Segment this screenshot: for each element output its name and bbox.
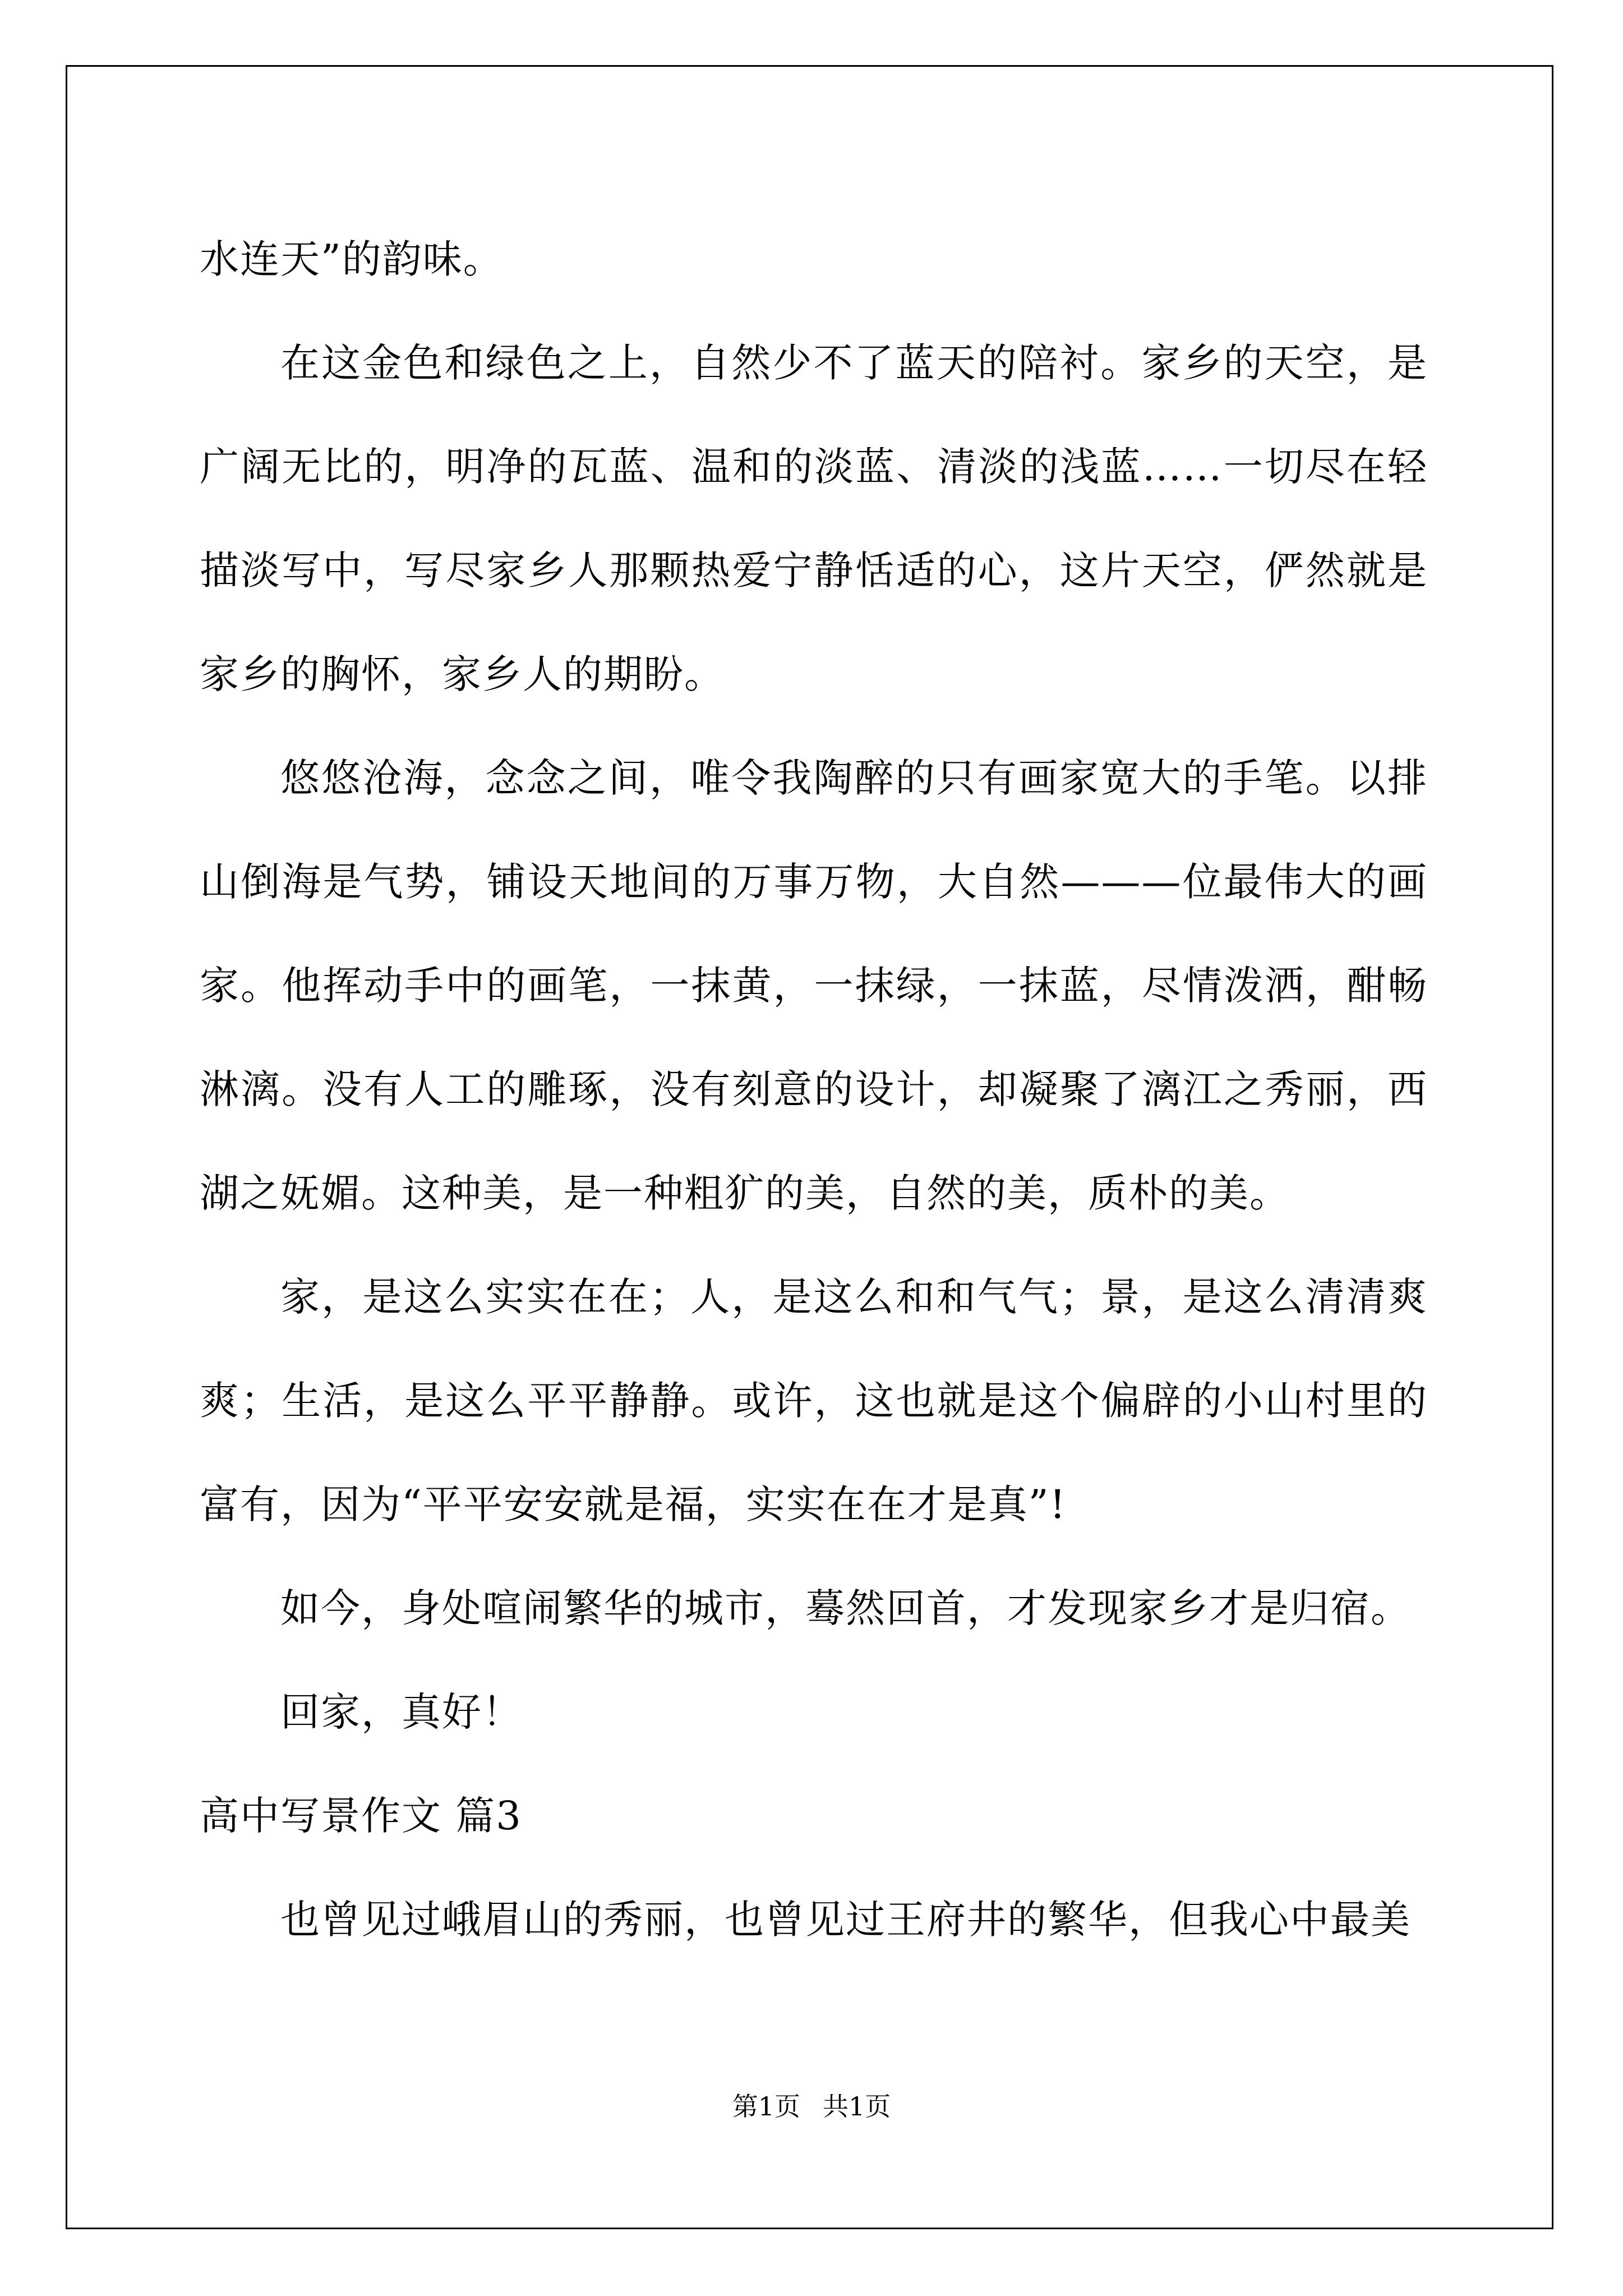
- page-number-total: 共1页: [823, 2091, 891, 2122]
- paragraph-7: 也曾见过峨眉山的秀丽，也曾见过王府井的繁华，但我心中最美: [280, 1897, 1411, 1943]
- paragraph-3: 悠悠沧海，念念之间，唯令我陶醉的只有画家宽大的手笔。以排山倒海是气势，铺设天地间的万事万物，大自然———位最伟大的画家。他挥动手中的画笔，一抹黄，一抹绿，一抹蓝，尽情泼洒，酣畅淋漓。没有人工的雕琢，没有刻意的设计，却凝聚了漓江之秀丽，西湖之妩媚。这种美，是一种粗犷的美，自然的美，质朴的美。: [200, 755, 1428, 1216]
- page-footer: [0, 2090, 1623, 2123]
- section-heading: 高中写景作文 篇3: [200, 1793, 522, 1839]
- paragraph-1: 水连天”的韵味。: [200, 236, 504, 282]
- paragraph-6: 回家，真好！: [280, 1689, 523, 1735]
- paragraph-4: 家，是这么实实在在；人，是这么和和气气；景，是这么清清爽爽；生活，是这么平平静静。或许，这也就是这个偏辟的小山村里的富有，因为“平平安安就是福，实实在在才是真”!: [200, 1274, 1428, 1527]
- document-body: [200, 208, 1428, 1972]
- paragraph-2: 在这金色和绿色之上，自然少不了蓝天的陪衬。家乡的天空，是广阔无比的，明净的瓦蓝、温和的淡蓝、清淡的浅蓝……一切尽在轻描淡写中，写尽家乡人那颗热爱宁静恬适的心，这片天空，俨然就是家乡的胸怀，家乡人的期盼。: [200, 340, 1428, 697]
- page-number-current: 第1页: [732, 2091, 800, 2122]
- paragraph-5: 如今，身处喧闹繁华的城市，蓦然回首，才发现家乡才是归宿。: [280, 1585, 1411, 1631]
